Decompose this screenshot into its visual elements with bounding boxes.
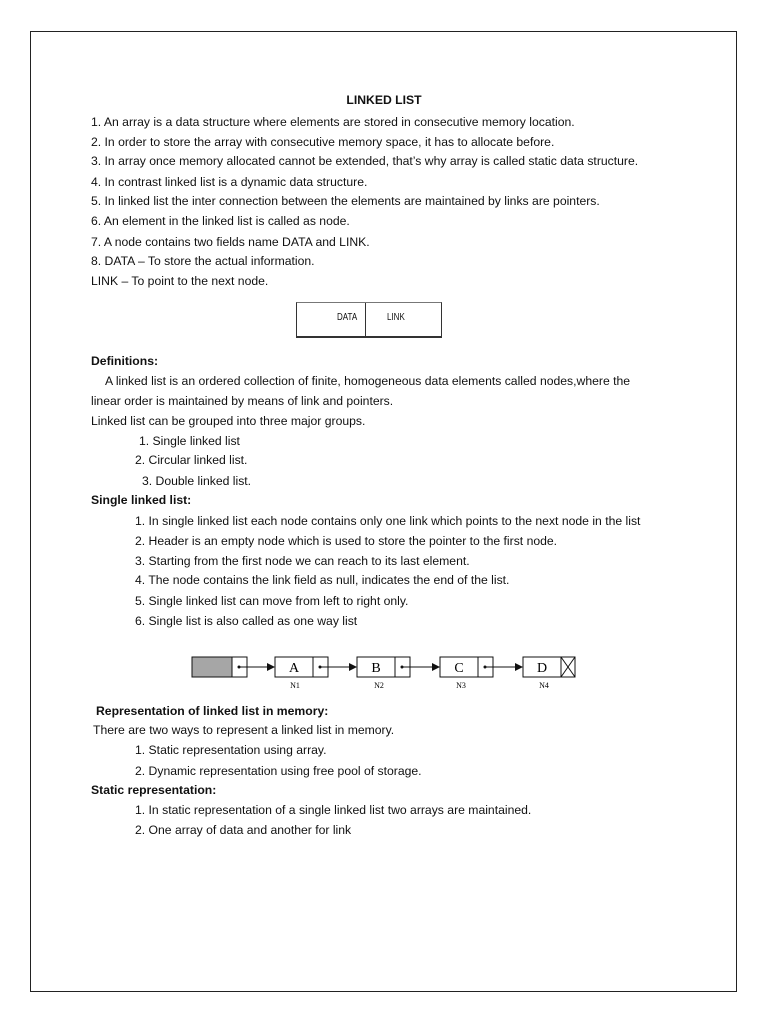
intro-item: 4. In contrast linked list is a dynamic data structure. xyxy=(91,175,368,189)
linked-list-diagram xyxy=(185,650,585,692)
intro-item: 6. An element in the linked list is called as node. xyxy=(91,214,350,228)
page-title: LINKED LIST xyxy=(346,93,422,107)
static-representation-item: 2. One array of data and another for link xyxy=(135,823,352,837)
node-structure-figure xyxy=(296,302,442,338)
single-list-item: 3. Starting from the first node we can reach to its last element. xyxy=(135,554,470,568)
intro-item: 1. An array is a data structure where elements are stored in consecutive memory location. xyxy=(91,115,575,129)
node-label: N4 xyxy=(539,681,549,690)
node-label: N1 xyxy=(290,681,300,690)
single-list-item: 1. In single linked list each node contains only one link which points to the next node in the list xyxy=(135,514,641,528)
group-item: 2. Circular linked list. xyxy=(135,453,248,467)
intro-item: 2. In order to store the array with consecutive memory space, it has to allocate before. xyxy=(91,135,555,149)
definitions-paragraph: A linked list is an ordered collection of finite, homogeneous data elements called nodes,where the xyxy=(105,374,631,388)
single-linked-list-heading: Single linked list: xyxy=(91,493,192,507)
static-representation-heading: Static representation: xyxy=(91,783,217,797)
intro-item: 3. In array once memory allocated cannot be extended, that’s why array is called static data structure. xyxy=(91,154,639,168)
group-item: 1. Single linked list xyxy=(139,434,240,448)
group-item: 3. Double linked list. xyxy=(142,474,252,488)
single-list-item: 2. Header is an empty node which is used to store the pointer to the first node. xyxy=(135,534,558,548)
node-data-value: A xyxy=(288,661,300,676)
single-list-item: 6. Single list is also called as one way list xyxy=(135,614,358,628)
link-field-label: LINK xyxy=(387,312,405,323)
node-label: N3 xyxy=(456,681,466,690)
field-divider xyxy=(365,303,366,336)
definitions-paragraph: linear order is maintained by means of link and pointers. xyxy=(91,394,394,408)
single-list-item: 4. The node contains the link field as null, indicates the end of the list. xyxy=(135,573,510,587)
data-field-label: DATA xyxy=(337,312,358,323)
node-data-value: D xyxy=(536,661,548,676)
single-list-item: 5. Single linked list can move from left to right only. xyxy=(135,594,409,608)
definitions-heading: Definitions: xyxy=(91,354,159,368)
header-node-data xyxy=(192,657,232,677)
representation-heading: Representation of linked list in memory: xyxy=(96,704,329,718)
intro-item: 5. In linked list the inter connection between the elements are maintained by links are pointers. xyxy=(91,194,600,208)
intro-item: LINK – To point to the next node. xyxy=(91,274,269,288)
node-label: N2 xyxy=(374,681,384,690)
representation-intro: There are two ways to represent a linked list in memory. xyxy=(93,723,395,737)
node-data-value: C xyxy=(454,661,464,676)
representation-item: 1. Static representation using array. xyxy=(135,743,327,757)
static-representation-item: 1. In static representation of a single linked list two arrays are maintained. xyxy=(135,803,532,817)
groups-intro: Linked list can be grouped into three major groups. xyxy=(91,414,366,428)
representation-item: 2. Dynamic representation using free pool of storage. xyxy=(135,764,422,778)
intro-item: 8. DATA – To store the actual information. xyxy=(91,254,315,268)
intro-item: 7. A node contains two fields name DATA and LINK. xyxy=(91,235,370,249)
node-data-value: B xyxy=(371,661,381,676)
